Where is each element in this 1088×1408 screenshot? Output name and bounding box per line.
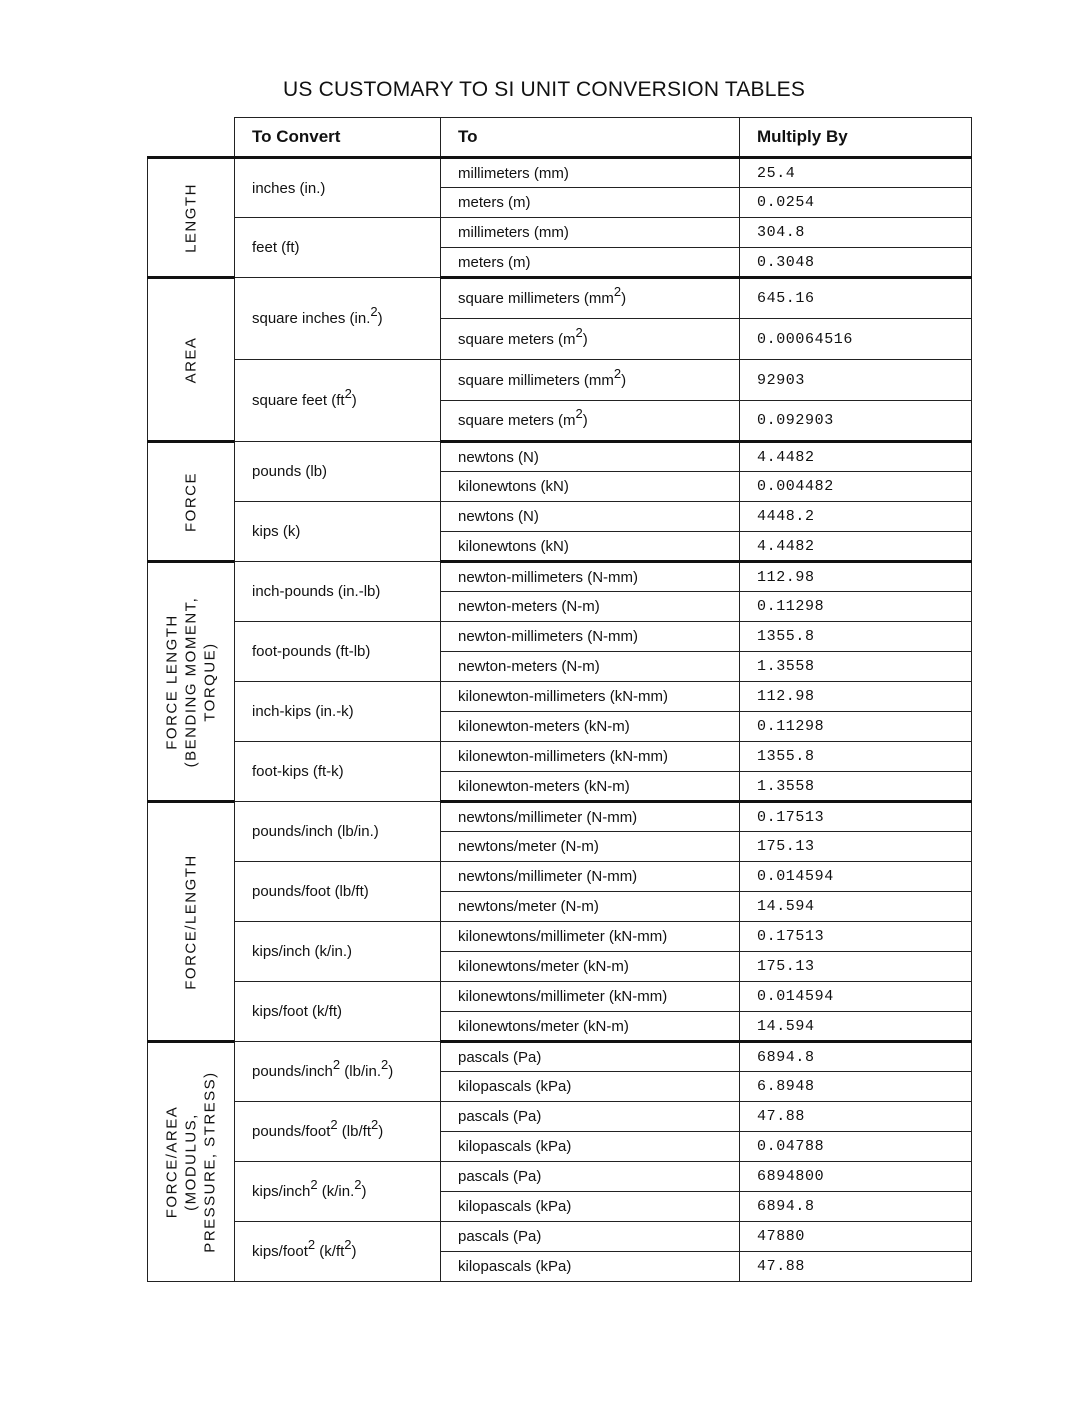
table-row [148, 502, 972, 532]
to-unit-cell: kilonewton-millimeters (kN-mm) [441, 742, 740, 772]
multiplier-cell: 47880 [740, 1222, 972, 1252]
to-unit-cell: newton-meters (N-m) [441, 652, 740, 682]
to-unit-cell: meters (m) [441, 188, 740, 218]
multiplier-cell: 1355.8 [740, 622, 972, 652]
to-unit-cell: kilopascals (kPa) [441, 1072, 740, 1102]
multiplier-cell: 6894.8 [740, 1042, 972, 1072]
to-unit-cell: kilonewtons/millimeter (kN-mm) [441, 982, 740, 1012]
to-unit-cell: kilonewtons/meter (kN-m) [441, 1012, 740, 1042]
multiplier-cell: 1355.8 [740, 742, 972, 772]
category-cell [148, 158, 235, 278]
header-to: To [441, 118, 740, 158]
category-label: FORCE/AREA (MODULUS, PRESSURE, STRESS) [163, 1071, 219, 1253]
to-unit-cell: pascals (Pa) [441, 1102, 740, 1132]
multiplier-cell: 14.594 [740, 1012, 972, 1042]
multiplier-cell: 14.594 [740, 892, 972, 922]
table-row [148, 982, 972, 1012]
header-blank-cell [148, 118, 235, 158]
table-row [148, 742, 972, 772]
multiplier-cell: 0.04788 [740, 1132, 972, 1162]
from-unit-cell: inch-kips (in.-k) [235, 682, 441, 742]
to-unit-cell: kilonewtons (kN) [441, 472, 740, 502]
to-unit-cell: kilopascals (kPa) [441, 1132, 740, 1162]
multiplier-cell: 0.014594 [740, 862, 972, 892]
from-unit-cell: inch-pounds (in.-lb) [235, 562, 441, 622]
to-unit-cell: kilonewton-meters (kN-m) [441, 712, 740, 742]
table-body [148, 158, 972, 1282]
to-unit-cell: square millimeters $(mm^2)$ [441, 360, 740, 401]
from-unit-cell: kips/foot (k/ft) [235, 982, 441, 1042]
to-unit-cell: newton-meters (N-m) [441, 592, 740, 622]
to-unit-cell: newtons/meter (N-m) [441, 832, 740, 862]
multiplier-cell: 0.17513 [740, 922, 972, 952]
table-row [148, 1042, 972, 1072]
to-unit-cell: newtons/millimeter (N-mm) [441, 802, 740, 832]
to-unit-cell: kilonewton-millimeters (kN-mm) [441, 682, 740, 712]
table-row [148, 862, 972, 892]
table-row [148, 218, 972, 248]
to-unit-cell: kilonewton-meters (kN-m) [441, 772, 740, 802]
from-unit-cell: kips/inch$^2$ (k/in.$^2$) [235, 1162, 441, 1222]
multiplier-cell: 175.13 [740, 832, 972, 862]
multiplier-cell: 25.4 [740, 158, 972, 188]
to-unit-cell: meters (m) [441, 248, 740, 278]
table-row [148, 622, 972, 652]
to-unit-cell: newton-millimeters (N-mm) [441, 562, 740, 592]
multiplier-cell: 0.17513 [740, 802, 972, 832]
from-unit-cell: inches (in.) [235, 158, 441, 218]
to-unit-cell: newtons (N) [441, 442, 740, 472]
to-unit-cell: newtons/millimeter (N-mm) [441, 862, 740, 892]
from-unit-cell: pounds/inch (lb/in.) [235, 802, 441, 862]
to-unit-cell: millimeters (mm) [441, 158, 740, 188]
to-unit-cell: newtons (N) [441, 502, 740, 532]
to-unit-cell: pascals (Pa) [441, 1222, 740, 1252]
table-row [148, 278, 972, 319]
from-unit-cell: kips/foot$^2$ $(k/ft^2)$ [235, 1222, 441, 1282]
conversion-table [147, 117, 972, 1282]
multiplier-cell: 0.3048 [740, 248, 972, 278]
from-unit-cell: kips/inch (k/in.) [235, 922, 441, 982]
table-row [148, 442, 972, 472]
to-unit-cell: pascals (Pa) [441, 1042, 740, 1072]
multiplier-cell: 0.11298 [740, 712, 972, 742]
multiplier-cell: 4448.2 [740, 502, 972, 532]
multiplier-cell: 0.00064516 [740, 319, 972, 360]
table-row [148, 682, 972, 712]
table-row [148, 1102, 972, 1132]
table-row [148, 1222, 972, 1252]
category-label: FORCE [182, 471, 200, 532]
category-label: AREA [182, 336, 200, 383]
table-row [148, 562, 972, 592]
to-unit-cell: kilopascals (kPa) [441, 1192, 740, 1222]
category-cell [148, 1042, 235, 1282]
from-unit-cell: feet (ft) [235, 218, 441, 278]
category-cell [148, 442, 235, 562]
table-row [148, 360, 972, 401]
header-multiply-by: Multiply By [740, 118, 972, 158]
multiplier-cell: 4.4482 [740, 532, 972, 562]
from-unit-cell: square inches (in.$^2$) [235, 278, 441, 360]
from-unit-cell: square feet $(ft^2)$ [235, 360, 441, 442]
category-cell [148, 278, 235, 442]
multiplier-cell: 47.88 [740, 1252, 972, 1282]
multiplier-cell: 92903 [740, 360, 972, 401]
from-unit-cell: foot-kips (ft-k) [235, 742, 441, 802]
multiplier-cell: 0.0254 [740, 188, 972, 218]
category-label: FORCE LENGTH (BENDING MOMENT, TORQUE) [163, 596, 219, 767]
conversion-table-container [147, 117, 972, 1282]
multiplier-cell: 4.4482 [740, 442, 972, 472]
to-unit-cell: kilonewtons/millimeter (kN-mm) [441, 922, 740, 952]
multiplier-cell: 47.88 [740, 1102, 972, 1132]
to-unit-cell: pascals (Pa) [441, 1162, 740, 1192]
category-label: LENGTH [182, 182, 200, 253]
to-unit-cell: millimeters (mm) [441, 218, 740, 248]
multiplier-cell: 0.014594 [740, 982, 972, 1012]
from-unit-cell: kips (k) [235, 502, 441, 562]
table-row [148, 1162, 972, 1192]
to-unit-cell: kilonewtons/meter (kN-m) [441, 952, 740, 982]
from-unit-cell: pounds/foot (lb/ft) [235, 862, 441, 922]
multiplier-cell: 645.16 [740, 278, 972, 319]
header-row [148, 118, 972, 158]
to-unit-cell: kilonewtons (kN) [441, 532, 740, 562]
to-unit-cell: square millimeters $(mm^2)$ [441, 278, 740, 319]
multiplier-cell: 1.3558 [740, 772, 972, 802]
to-unit-cell: square meters $(m^2)$ [441, 401, 740, 442]
table-row [148, 922, 972, 952]
page-title: US CUSTOMARY TO SI UNIT CONVERSION TABLES [282, 78, 806, 101]
multiplier-cell: 112.98 [740, 562, 972, 592]
multiplier-cell: 0.092903 [740, 401, 972, 442]
multiplier-cell: 304.8 [740, 218, 972, 248]
multiplier-cell: 6.8948 [740, 1072, 972, 1102]
table-row [148, 158, 972, 188]
category-cell [148, 802, 235, 1042]
multiplier-cell: 112.98 [740, 682, 972, 712]
from-unit-cell: foot-pounds (ft-lb) [235, 622, 441, 682]
category-cell [148, 562, 235, 802]
from-unit-cell: pounds (lb) [235, 442, 441, 502]
multiplier-cell: 1.3558 [740, 652, 972, 682]
multiplier-cell: 0.11298 [740, 592, 972, 622]
table-row [148, 802, 972, 832]
from-unit-cell: pounds/inch$^2$ (lb/in.$^2$) [235, 1042, 441, 1102]
multiplier-cell: 0.004482 [740, 472, 972, 502]
multiplier-cell: 175.13 [740, 952, 972, 982]
to-unit-cell: square meters $(m^2)$ [441, 319, 740, 360]
category-label: FORCE/LENGTH [182, 853, 200, 990]
header-to-convert: To Convert [235, 118, 441, 158]
multiplier-cell: 6894800 [740, 1162, 972, 1192]
to-unit-cell: kilopascals (kPa) [441, 1252, 740, 1282]
multiplier-cell: 6894.8 [740, 1192, 972, 1222]
from-unit-cell: pounds/foot$^2$ $(lb/ft^2)$ [235, 1102, 441, 1162]
to-unit-cell: newtons/meter (N-m) [441, 892, 740, 922]
to-unit-cell: newton-millimeters (N-mm) [441, 622, 740, 652]
